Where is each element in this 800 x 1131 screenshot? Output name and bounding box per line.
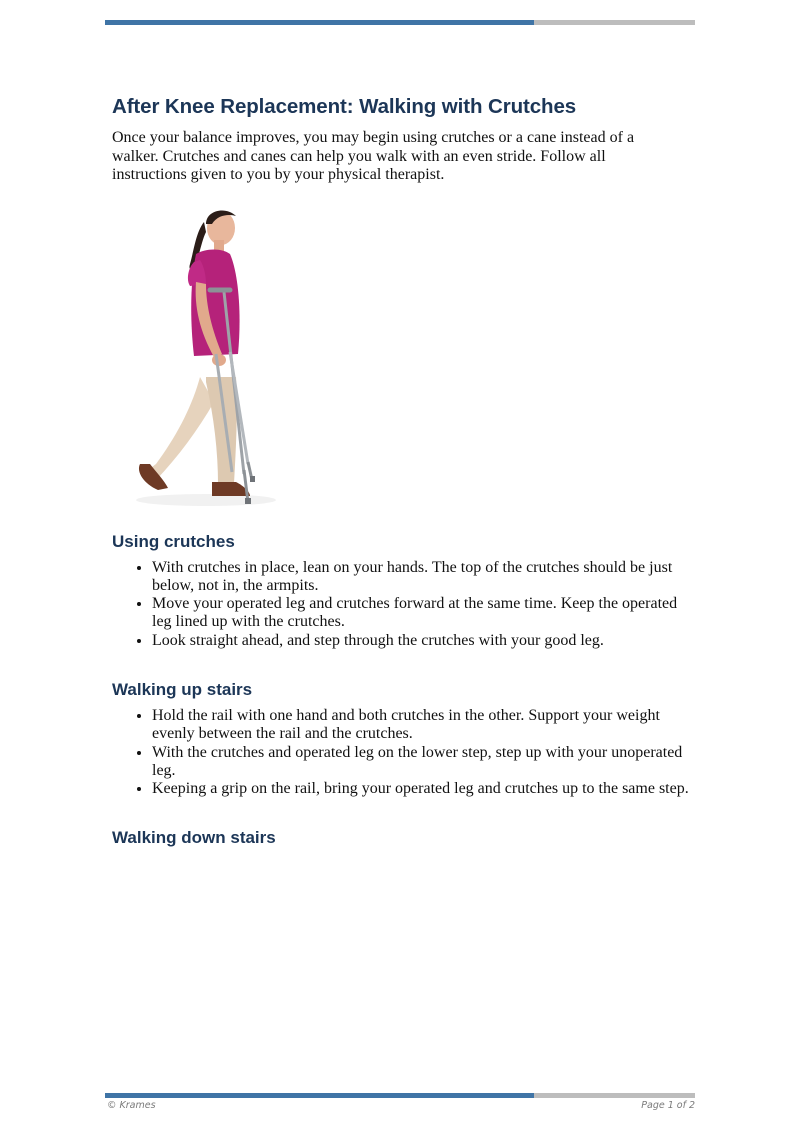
copyright-text: © Krames — [107, 1100, 156, 1111]
header-rule-secondary — [534, 20, 695, 25]
intro-paragraph: Once your balance improves, you may begin using crutches or a cane instead of a walker. Crutches and canes can help you walk with an even stride. Follow all instructions given to you by your physical therapist. — [112, 129, 635, 183]
section-heading-using-crutches: Using crutches — [112, 531, 235, 551]
header-rule — [105, 20, 695, 25]
list-item: • Hold the rail with one hand and both crutches in the other. Support your weight evenly between the rail and the crutches. — [152, 707, 692, 744]
list-item: • Keeping a grip on the rail, bring your operated leg and crutches up to the same step. — [152, 780, 692, 798]
header-rule-primary — [105, 20, 534, 25]
document-body — [112, 94, 697, 849]
list-item: • With the crutches and operated leg on the lower step, step up with your unoperated leg. — [152, 744, 692, 781]
footer-rule — [105, 1093, 695, 1098]
footer-rule-secondary — [534, 1093, 695, 1098]
section-heading-walking-up-stairs: Walking up stairs — [112, 679, 253, 699]
list-item: • With crutches in place, lean on your hands. The top of the crutches should be just below, not in, the armpits. — [152, 559, 692, 596]
woman-with-crutches-illustration — [126, 202, 276, 517]
crutches-figure-icon — [126, 202, 276, 517]
list-item: • Look straight ahead, and step through the crutches with your good leg. — [152, 632, 692, 650]
section-heading-walking-down-stairs: Walking down stairs — [112, 828, 276, 848]
page-title: After Knee Replacement: Walking with Crutches — [112, 95, 577, 118]
walking-up-stairs-list — [112, 707, 692, 798]
page-footer — [107, 1100, 695, 1111]
using-crutches-list — [112, 559, 692, 650]
list-item: • Move your operated leg and crutches forward at the same time. Keep the operated leg lined up with the crutches. — [152, 595, 692, 632]
footer-rule-primary — [105, 1093, 534, 1098]
page-number: Page 1 of 2 — [641, 1100, 695, 1111]
